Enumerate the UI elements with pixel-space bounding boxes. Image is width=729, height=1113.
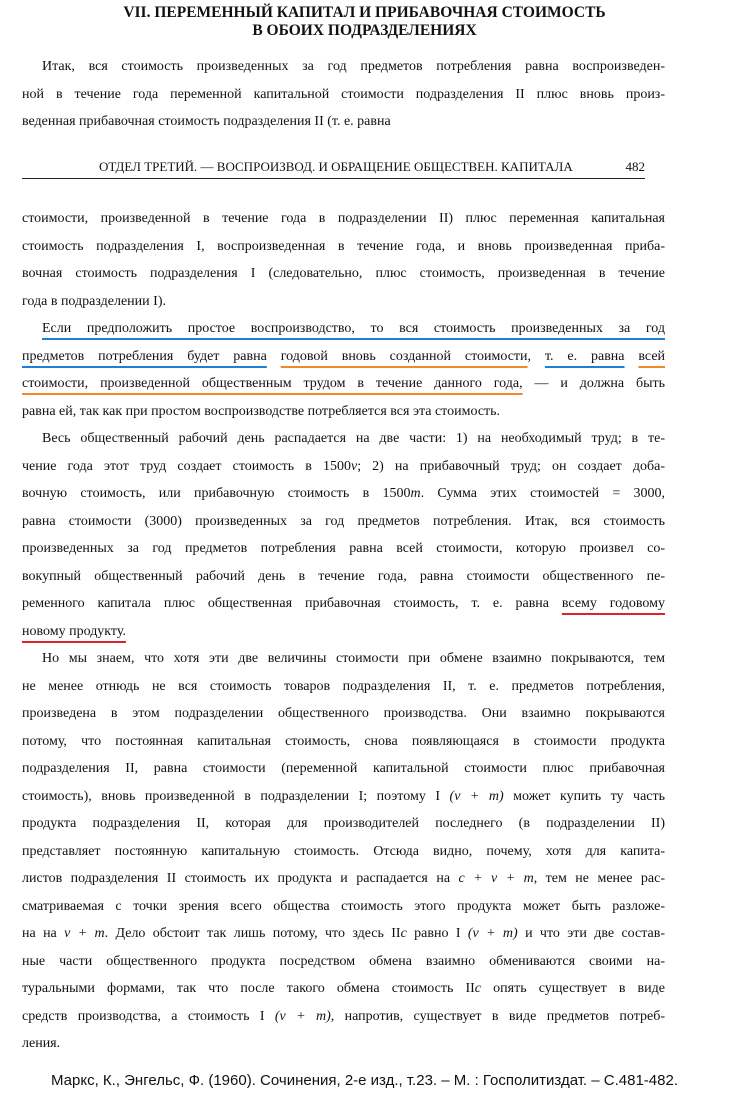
orange-highlight: годовой вновь созданной стоимости — [280, 348, 528, 364]
text-line: стоимость), вновь произведенной в подразделении I; поэтому I (v + m) может купить ту часть — [22, 788, 666, 804]
red-highlight: всему годовому — [561, 596, 665, 611]
text-line: потому, что постоянная капитальная стоимость, снова появляющаяся в стоимости продукта — [22, 733, 665, 749]
text-line: равна ей, так как при простом воспроизводстве потребляется вся эта стоимость. — [22, 403, 501, 419]
text-line: ные части общественного продукта посредством обмена взаимно обмениваются своими на- — [22, 953, 665, 969]
running-head — [22, 158, 645, 179]
text-line: ления. — [22, 1036, 61, 1051]
orange-highlight: стоимости, произведенной общественным трудом в течение данного года, — [22, 376, 523, 391]
text-line: произведена в этом подразделении общественного производства. Они взаимно покрываются — [22, 706, 665, 721]
text-line: подразделения II, равна стоимости (переменной капитальной стоимости плюс прибавочная — [22, 761, 665, 776]
chapter-heading-line-1: VII. ПЕРЕМЕННЫЙ КАПИТАЛ И ПРИБАВОЧНАЯ СТОИМОСТЬ — [123, 4, 606, 21]
red-highlight: новому продукту. — [22, 623, 126, 639]
text-line — [22, 618, 665, 646]
text-line: не менее отнюдь не вся стоимость товаров подразделения II, т. е. предметов потребления, — [22, 678, 665, 694]
blue-highlight: Если предположить простое воспроизводство, то вся стоимость произведенных за год — [42, 321, 665, 336]
text-line: произведенных за год предметов потребления равна всей стоимости, которую произвел со- — [22, 541, 665, 556]
text-line — [22, 315, 665, 343]
chapter-heading — [0, 4, 729, 40]
intro-paragraph — [22, 53, 665, 136]
text-line: стоимости, произведенной в течение года в подразделении II) плюс переменная капитальная — [22, 211, 665, 226]
text-line: вочную стоимость, или прибавочную стоимость в 1500m. Сумма этих стоимостей = 3000, — [22, 486, 665, 501]
text-line: представляет постоянную капитальную стоимость. Отсюда видно, почему, хотя для капита- — [22, 843, 665, 859]
intro-line: ной в течение года переменной капитальной стоимости подразделения II плюс вновь произ- — [22, 86, 665, 102]
text-line: стоимости, произведенной общественным трудом в течение данного года, — и должна быть — [22, 376, 665, 391]
body-text — [22, 205, 665, 1058]
text-line: года в подразделении I). — [22, 293, 166, 309]
page-number: 482 — [625, 159, 645, 174]
intro-line: Итак, вся стоимость произведенных за год предметов потребления равна воспроизведен- — [42, 59, 665, 74]
blue-highlight: предметов потребления будет равна — [22, 348, 267, 364]
text-line: равна стоимости (3000) произведенных за год предметов потребления. Итак, вся стоимость — [22, 513, 665, 529]
text-line: вочная стоимость подразделения I (следовательно, плюс стоимость, произведенная в течение — [22, 266, 665, 281]
text-line: продукта подразделения II, которая для производителей последнего (в подразделении II) — [22, 816, 665, 831]
chapter-heading-line-2: В ОБОИХ ПОДРАЗДЕЛЕНИЯХ — [252, 22, 477, 39]
running-head-title: ОТДЕЛ ТРЕТИЙ. — ВОСПРОИЗВОД. И ОБРАЩЕНИЕ ОБЩЕСТВЕН. КАПИТАЛА — [99, 159, 573, 174]
text-line: ременного капитала плюс общественная прибавочная стоимость, т. е. равна всему годовому — [22, 596, 665, 611]
text-line: на на v + m. Дело обстоит так лишь потому, что здесь IIc равно I (v + m) и что эти две состав- — [22, 926, 666, 941]
text-line: Весь общественный рабочий день распадается на две части: 1) на необходимый труд; в те- — [42, 431, 665, 446]
text-line: стоимость подразделения I, воспроизведенная в течение года, и вновь произведенная приба- — [22, 238, 665, 254]
text-line: предметов потребления будет равна годовой вновь созданной стоимости, т. е. равна всей — [22, 348, 666, 364]
text-line: вокупный общественный рабочий день в течение года, равна стоимости общественного пе- — [22, 568, 665, 584]
intro-line: веденная прибавочная стоимость подразделения II (т. е. равна — [22, 114, 391, 129]
text-line: Но мы знаем, что хотя эти две величины стоимости при обмене взаимно покрываются, тем — [42, 651, 665, 666]
blue-highlight: т. е. равна — [544, 348, 625, 364]
text-line: средств производства, а стоимость I (v + m), напротив, существует в виде предметов потреб- — [22, 1008, 665, 1024]
text-line: сматриваемая с точки зрения всего общества стоимость этого продукта может быть разложе- — [22, 898, 665, 914]
citation: Маркс, К., Энгельс, Ф. (1960). Сочинения, 2-е изд., т.23. – М. : Госполитиздат. – С.481-482. — [51, 1072, 678, 1089]
text-line: туральными формами, так что после такого обмена стоимость IIc опять существует в виде — [22, 981, 665, 996]
text-line: чение года этот труд создает стоимость в 1500v; 2) на прибавочный труд; он создает доба- — [22, 458, 665, 474]
text-line: листов подразделения II стоимость их продукта и распадается на c + v + m, тем не менее рас- — [22, 871, 665, 886]
orange-highlight: всей — [638, 348, 666, 364]
